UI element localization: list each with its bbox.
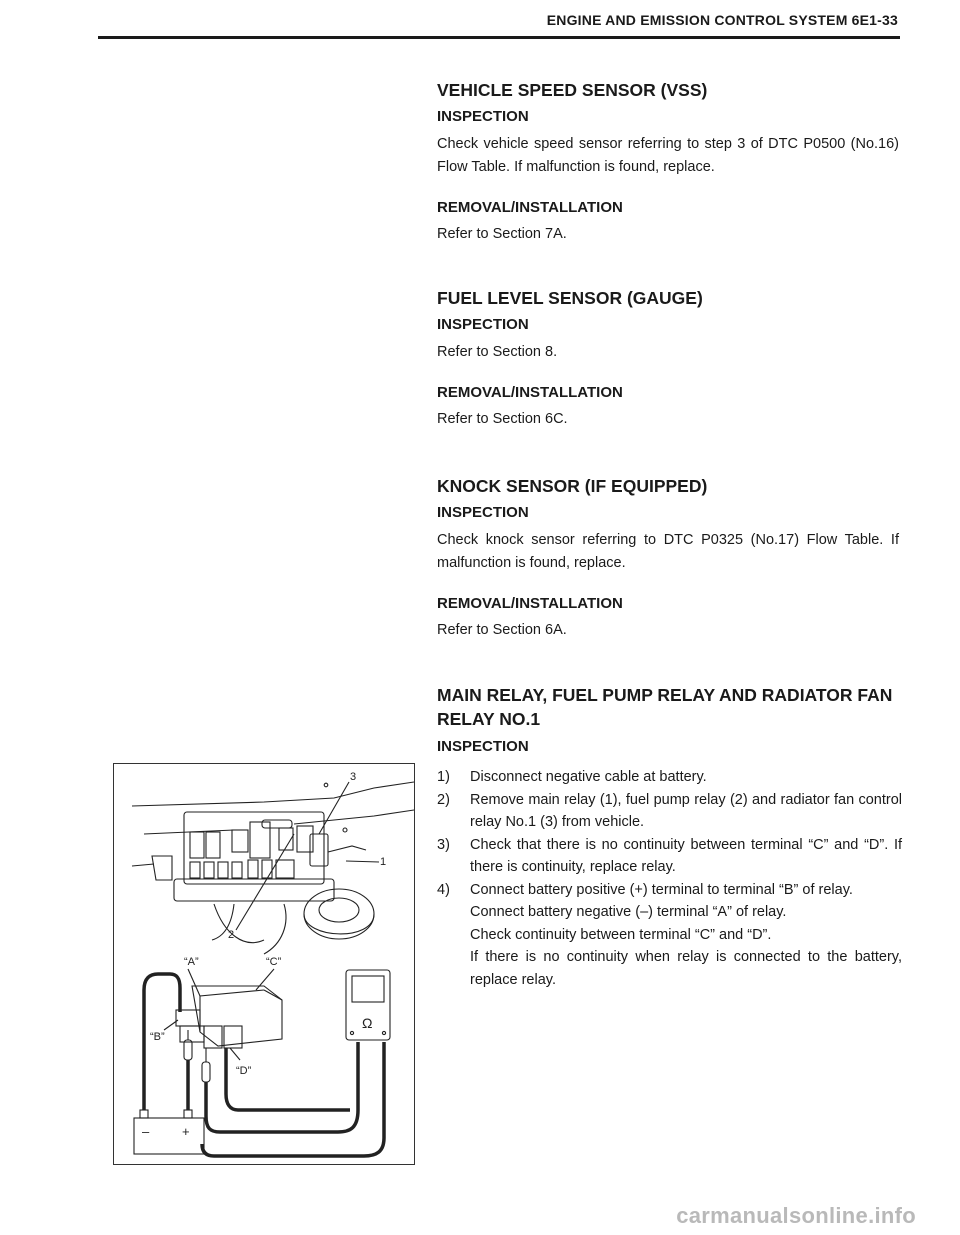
- section-vss: [437, 78, 899, 246]
- inspection-text: Check vehicle speed sensor referring to step 3 of DTC P0500 (No.16) Flow Table. If malfunction is found, replace.: [437, 136, 899, 175]
- terminal-label: “A”: [184, 956, 199, 968]
- inspection-heading: INSPECTION: [437, 504, 529, 521]
- ohm-symbol: Ω: [362, 1015, 373, 1031]
- battery-minus-label: –: [142, 1124, 150, 1139]
- section-knock-sensor: [437, 474, 899, 642]
- removal-text: Refer to Section 6C.: [437, 411, 568, 427]
- callout-label: 1: [380, 856, 387, 868]
- step-sub-text: Check continuity between terminal “C” and “D”.: [470, 926, 772, 943]
- step-number: 4): [437, 881, 450, 898]
- section-title: FUEL LEVEL SENSOR (GAUGE): [437, 288, 703, 308]
- callout-label: 2: [228, 929, 235, 941]
- step-text: Disconnect negative cable at battery.: [470, 769, 707, 785]
- relay-test-circuit: [134, 969, 390, 1156]
- battery-plus-label: +: [182, 1124, 190, 1139]
- terminal-label: “D”: [236, 1065, 252, 1077]
- page-header-title: ENGINE AND EMISSION CONTROL SYSTEM 6E1-33: [546, 12, 898, 28]
- step-text: Check that there is no continuity between terminal “C” and “D”. If there is continuity, replace relay.: [470, 836, 902, 875]
- step-text: Remove main relay (1), fuel pump relay (2) and radiator fan control relay No.1 (3) from vehicle.: [470, 791, 902, 830]
- inspection-text: Check knock sensor referring to DTC P0325 (No.17) Flow Table. If malfunction is found, replace.: [437, 532, 899, 571]
- inspection-steps: [437, 766, 902, 991]
- terminal-label: “B”: [150, 1031, 165, 1043]
- step-item: [437, 879, 902, 902]
- step-sub-text: If there is no continuity when relay is connected to the battery, replace relay.: [470, 949, 902, 988]
- section-relays: [437, 683, 899, 757]
- inspection-heading: INSPECTION: [437, 316, 529, 333]
- section-title: KNOCK SENSOR (IF EQUIPPED): [437, 476, 708, 496]
- header-divider: [98, 36, 900, 39]
- removal-heading: REMOVAL/INSTALLATION: [437, 199, 623, 216]
- figure-illustration: [114, 764, 414, 1164]
- step-number: 2): [437, 791, 450, 808]
- removal-text: Refer to Section 7A.: [437, 226, 567, 242]
- watermark: carmanualsonline.info: [676, 1203, 916, 1228]
- inspection-heading: INSPECTION: [437, 108, 529, 125]
- inspection-heading: INSPECTION: [437, 738, 529, 755]
- callout-label: 3: [350, 771, 357, 783]
- step-item: [437, 834, 902, 879]
- step-sub-text: Connect battery negative (–) terminal “A” of relay.: [470, 904, 787, 920]
- removal-text: Refer to Section 6A.: [437, 622, 567, 638]
- inspection-text: Refer to Section 8.: [437, 344, 558, 360]
- section-title: VEHICLE SPEED SENSOR (VSS): [437, 80, 708, 100]
- engine-compartment-drawing: [132, 782, 414, 954]
- removal-heading: REMOVAL/INSTALLATION: [437, 384, 623, 401]
- removal-heading: REMOVAL/INSTALLATION: [437, 595, 623, 612]
- step-item: [437, 766, 902, 789]
- relay-inspection-figure: [113, 763, 415, 1165]
- step-number: 3): [437, 836, 450, 853]
- terminal-label: “C”: [266, 956, 282, 968]
- step-item: [437, 789, 902, 834]
- step-text: Connect battery positive (+) terminal to terminal “B” of relay.: [470, 881, 853, 898]
- step-number: 1): [437, 769, 450, 785]
- section-fuel-level-sensor: [437, 286, 899, 431]
- section-title: MAIN RELAY, FUEL PUMP RELAY AND RADIATOR FAN RELAY NO.1: [437, 685, 893, 729]
